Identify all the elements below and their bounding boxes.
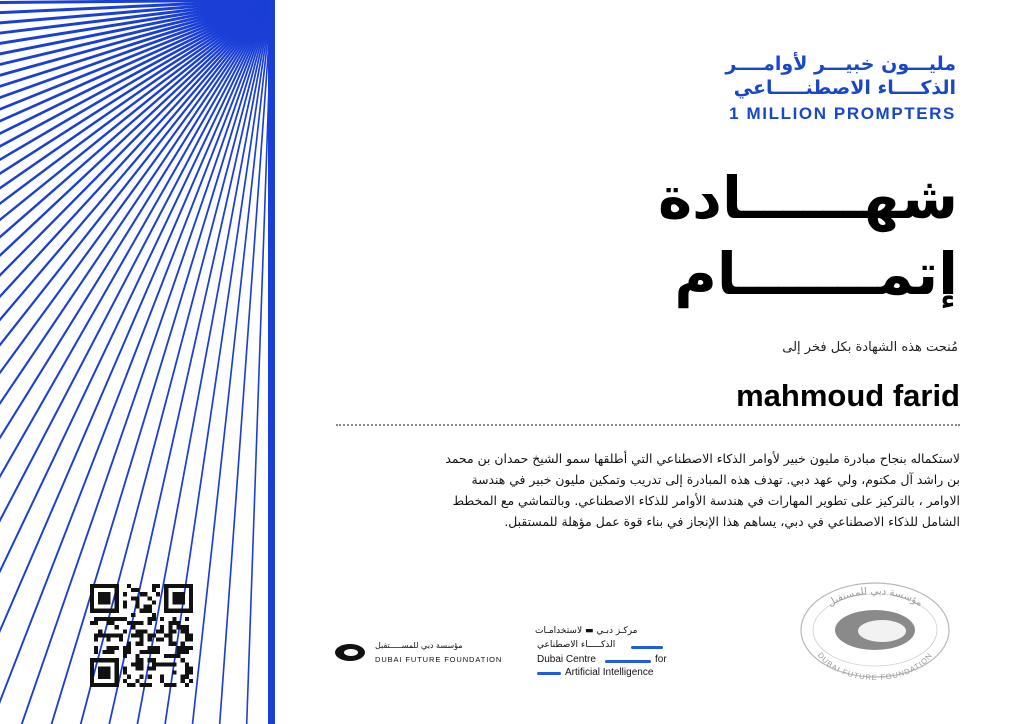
recipient-name: mahmoud farid [736, 378, 960, 413]
brand-arabic-line2: الذكــــاء الاصطنـــــاعي [733, 77, 956, 99]
dcai-arabic-line2: الذكـــــاء الاصطناعي [537, 640, 616, 650]
dff-logo-english: DUBAI FUTURE FOUNDATION [375, 655, 503, 664]
ray-edge-band [268, 0, 275, 724]
svg-text:مؤسسة دبي للمستقبل [826, 586, 925, 609]
brand-english-name: 1 MILLION PROMPTERS [729, 104, 956, 123]
certificate-description: لاستكماله بنجاح مبادرة مليون خبير لأوامر الذكاء الاصطناعي التي أطلقها سمو الشيخ حمدان بن محمد بن راشد آل مكتوم، ولي عهد دبي. تهدف هذه المبادرة إلى تدريب وتمكين مليون خبير في هندسة الاوامر ، بالتركيز على تطوير المهارات في هندسة الأوامر للذكاء الاصطناعي. وبالتماشي مع المخطط الشامل للذكاء الاصطناعي في دبي، يساهم هذا الإنجاز في بناء قوة عمل مؤهلة للمستقبل. [445, 451, 960, 529]
brand-arabic-line1: مليـــون خبيـــر لأوامــــر [725, 53, 956, 75]
seal-arabic-text: مؤسسة دبي للمستقبل [825, 585, 925, 610]
dubai-future-foundation-logo [335, 638, 503, 668]
program-brand [596, 52, 956, 124]
dcai-arabic-line1: مركـز دبـي ▬ لاستخدامـات [535, 626, 638, 636]
dcai-english-line2: Artificial Intelligence [565, 667, 654, 678]
dcai-accent-bar-3 [537, 672, 561, 675]
dcai-accent-bar-2 [605, 660, 651, 663]
dotted-divider [336, 424, 960, 426]
dcai-english-line1: Dubai Centre [537, 654, 596, 665]
certificate-title-line1: شهــــــادة [657, 164, 958, 232]
seal-english-text: DUBAI FUTURE FOUNDATION [815, 650, 935, 680]
dcai-english-for: for [655, 654, 667, 665]
qr-code-icon [90, 584, 193, 687]
svg-text:DUBAI FUTURE FOUNDATION [816, 651, 934, 680]
dff-seal-watermark [790, 580, 960, 680]
dff-oval-icon [335, 644, 365, 661]
dcai-accent-bar-1 [631, 646, 663, 649]
dff-logo-arabic: مؤسسة دبي للمســـــتقبل [375, 641, 463, 650]
certificate-title-line2: إتمـــــــام [674, 240, 958, 308]
awarded-to-text: مُنحت هذه الشهادة بكل فخر إلى [782, 340, 958, 355]
dubai-centre-ai-logo [535, 626, 685, 686]
certificate-title [538, 160, 958, 312]
